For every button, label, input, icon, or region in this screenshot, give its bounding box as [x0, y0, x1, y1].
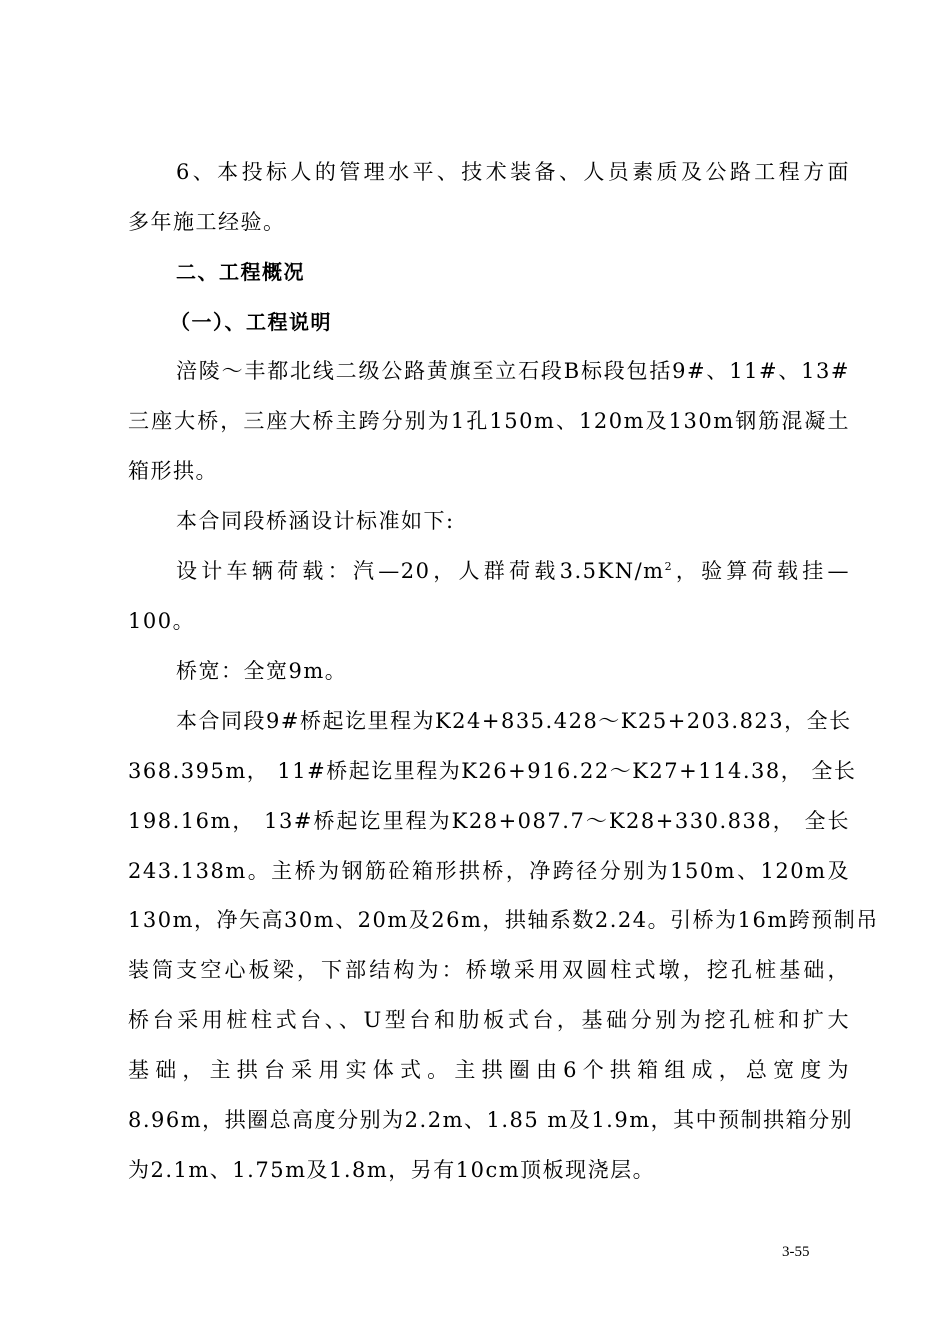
- paragraph-project-line-2: 三座大桥，三座大桥主跨分别为1孔150m、120m及130m钢筋混凝土: [128, 409, 850, 433]
- paragraph-bridges-line-3: 198.16m， 13#桥起讫里程为K28+087.7～K28+330.838， 全长: [128, 809, 850, 833]
- paragraph-bridges-line-6: 装筒支空心板梁，下部结构为：桥墩采用双圆柱式墩，挖孔桩基础，: [128, 958, 850, 982]
- paragraph-bridges-line-5: 130m，净矢高30m、20m及26m，拱轴系数2.24。引桥为16m跨预制吊: [128, 908, 879, 932]
- section-heading-project-overview: 二、工程概况: [176, 260, 305, 284]
- paragraph-bridges-line-7: 桥台采用桩柱式台、、U型台和肋板式台，基础分别为挖孔桩和扩大: [128, 1008, 850, 1032]
- superscript-2: 2: [664, 560, 674, 573]
- paragraph-qualification-line-1: 6、本投标人的管理水平、技术装备、人员素质及公路工程方面: [176, 160, 850, 184]
- load-text-a: 设计车辆荷载：汽—20，人群荷载3.5KN/m: [176, 559, 665, 583]
- page-number: 3-55: [782, 1244, 810, 1260]
- paragraph-design-standard: 本合同段桥涵设计标准如下:: [176, 509, 455, 533]
- paragraph-bridges-line-9: 8.96m，拱圈总高度分别为2.2m、1.85 m及1.9m，其中预制拱箱分别: [128, 1108, 854, 1132]
- paragraph-bridges-line-4: 243.138m。主桥为钢筋砼箱形拱桥，净跨径分别为150m、120m及: [128, 859, 850, 883]
- paragraph-qualification-line-2: 多年施工经验。: [128, 210, 286, 234]
- paragraph-bridges-line-8: 基础，主拱台采用实体式。主拱圈由6个拱箱组成，总宽度为: [128, 1058, 850, 1082]
- paragraph-bridges-line-1: 本合同段9#桥起讫里程为K24+835.428～K25+203.823，全长: [176, 709, 852, 733]
- paragraph-project-line-3: 箱形拱。: [128, 459, 218, 483]
- paragraph-bridges-line-10: 为2.1m、1.75m及1.8m，另有10cm顶板现浇层。: [128, 1158, 656, 1182]
- paragraph-project-line-1: 涪陵～丰都北线二级公路黄旗至立石段B标段包括9#、11#、13#: [176, 359, 850, 383]
- paragraph-load-line-1: [176, 556, 850, 586]
- paragraph-bridges-line-2: 368.395m， 11#桥起讫里程为K26+916.22～K27+114.38， 全长: [128, 759, 857, 783]
- subsection-heading-project-description: （一）、工程说明: [170, 310, 332, 334]
- paragraph-bridge-width: 桥宽：全宽9m。: [176, 659, 348, 683]
- load-text-b: ，验算荷载挂—: [673, 559, 851, 583]
- paragraph-load-line-2: 100。: [128, 609, 196, 633]
